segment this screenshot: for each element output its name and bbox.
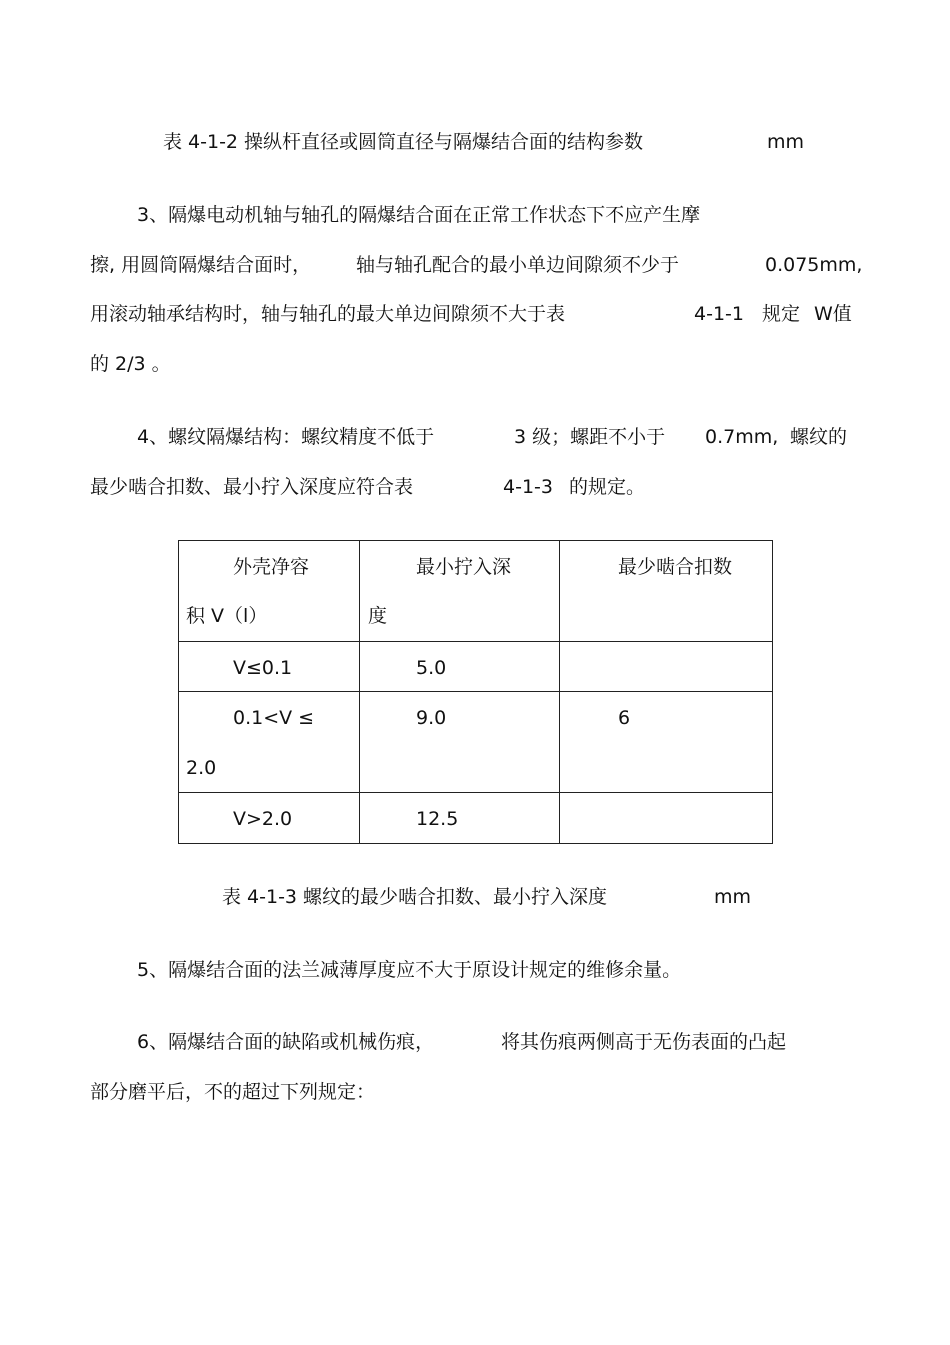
- header-threads: 最少啮合扣数: [618, 556, 733, 578]
- item3-line2-part3: 0.075mm,: [765, 254, 863, 276]
- table-4-1-2-caption: 表 4-1-2 操纵杆直径或圆筒直径与隔爆结合面的结构参数: [163, 131, 644, 153]
- item4-line2-part3: 的规定。: [569, 476, 646, 498]
- item5: 5、隔爆结合面的法兰减薄厚度应不大于原设计规定的维修余量。: [137, 959, 682, 981]
- row2-volume-line2: 2.0: [186, 757, 217, 779]
- item4-line1-part3: 0.7mm,: [705, 426, 779, 448]
- row2-depth: 9.0: [416, 707, 447, 729]
- row1-volume: V≤0.1: [233, 657, 293, 679]
- item4-line1-part1: 4、螺纹隔爆结构：螺纹精度不低于: [137, 426, 435, 448]
- table-4-1-3-caption: 表 4-1-3 螺纹的最少啮合扣数、最小拧入深度: [222, 886, 608, 908]
- item4-line2-part1: 最少啮合扣数、最小拧入深度应符合表: [90, 476, 414, 498]
- item3-line4: 的 2/3 。: [90, 353, 171, 375]
- item4-line1-part4: 螺纹的: [790, 426, 848, 448]
- table-4-1-3-unit: mm: [714, 886, 752, 908]
- item3-line3-part4: W值: [814, 303, 852, 325]
- header-volume-line2: 积 V（l）: [186, 605, 268, 627]
- row1-depth: 5.0: [416, 657, 447, 679]
- item6-line2: 部分磨平后，不的超过下列规定：: [90, 1081, 376, 1103]
- thread-requirements-table: [178, 540, 773, 844]
- item3-line2-part2: 轴与轴孔配合的最小单边间隙须不少于: [356, 254, 680, 276]
- header-depth-line2: 度: [368, 605, 388, 627]
- header-depth-line1: 最小拧入深: [416, 556, 512, 578]
- item3-line3-part3: 规定: [762, 303, 801, 325]
- item4-line2-part2: 4-1-3: [503, 476, 553, 498]
- item3-line3-part1: 用滚动轴承结构时，轴与轴孔的最大单边间隙须不大于表: [90, 303, 566, 325]
- item6-line1-part1: 6、隔爆结合面的缺陷或机械伤痕，: [137, 1031, 435, 1053]
- item3-line3-part2: 4-1-1: [694, 303, 744, 325]
- item3-line2-part1: 擦, 用圆筒隔爆结合面时，: [90, 254, 312, 276]
- row3-depth: 12.5: [416, 808, 459, 830]
- row2-volume-line1: 0.1<V ≤: [233, 707, 315, 729]
- row2-threads: 6: [618, 707, 631, 729]
- header-volume-line1: 外壳净容: [233, 556, 310, 578]
- row3-volume: V>2.0: [233, 808, 293, 830]
- table-4-1-2-unit: mm: [767, 131, 805, 153]
- item3-line1: 3、隔爆电动机轴与轴孔的隔爆结合面在正常工作状态下不应产生摩: [137, 204, 701, 226]
- item6-line1-part2: 将其伤痕两侧高于无伤表面的凸起: [501, 1031, 787, 1053]
- item4-line1-part2: 3 级；螺距不小于: [514, 426, 666, 448]
